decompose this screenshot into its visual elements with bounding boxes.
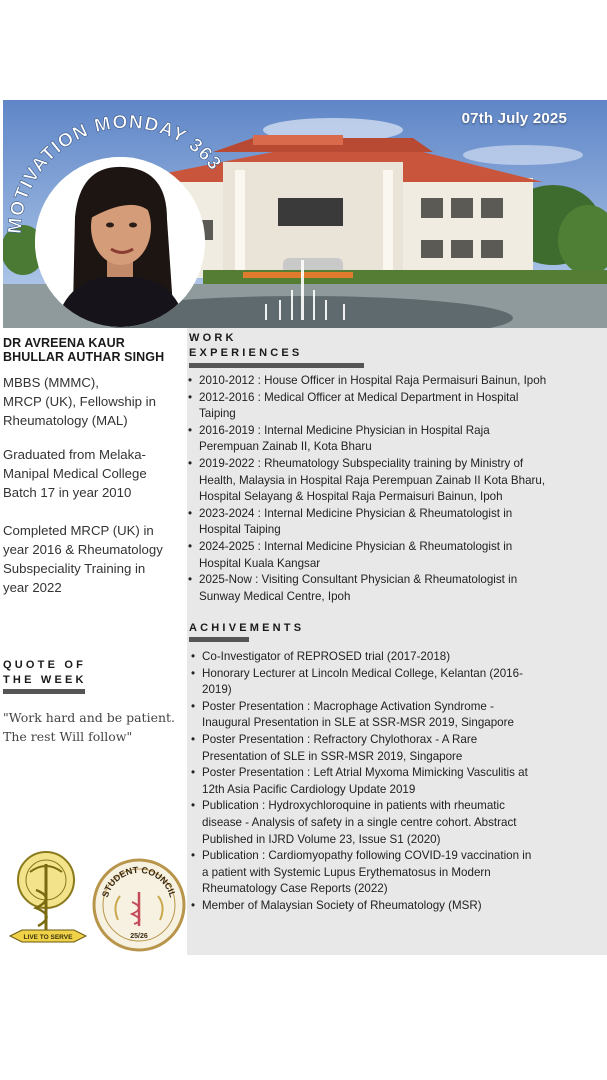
list-item: • 2025-Now : Visiting Consultant Physician & Rheumatologist in Sunway Medical Centre, Ipoh [187, 572, 546, 605]
list-item: • 2012-2016 : Medical Officer at Medical Department in Hospital Taiping [187, 390, 546, 423]
list-item: • Publication : Hydroxychloroquine in patients with rheumatic disease - Analysis of safety in a single centre cohort. Abstract Published in IJRD Volume 23, Issue S1 (2020) [190, 798, 531, 848]
list-item: • Honorary Lecturer at Lincoln Medical College, Kelantan (2016- 2019) [190, 666, 531, 699]
list-item: • Publication : Cardiomyopathy following COVID-19 vaccination in a patient with Systemic Lupus Erythematosus in Modern Rheumatology Case Reports (2022) [190, 848, 531, 898]
achievements-heading-rule [189, 637, 249, 642]
list-item: • 2024-2025 : Internal Medicine Physician & Rheumatologist in Hospital Kuala Kangsar [187, 539, 546, 572]
student-council-logo [92, 858, 186, 952]
svg-text:MOTIVATION MONDAY 363: MOTIVATION MONDAY 363 [4, 111, 226, 235]
completion-info: Completed MRCP (UK) in year 2016 & Rheumatology Subspeciality Training in year 2022 [3, 523, 163, 595]
qualifications: MBBS (MMMC), MRCP (UK), Fellowship in Rheumatology (MAL) [3, 375, 156, 428]
list-item: • 2016-2019 : Internal Medicine Physician in Hospital Raja Perempuan Zainab II, Kota Bharu [187, 423, 546, 456]
svg-text:LIVE TO SERVE: LIVE TO SERVE [23, 934, 73, 941]
work-experience-list [187, 373, 546, 605]
list-item: • 2019-2022 : Rheumatology Subspeciality training by Ministry of Health, Malaysia in Hospital Raja Perempuan Zainab II Kota Bharu, Hospital Selayang & Hospital Raja Permaisuri Bainun, Ipoh [187, 456, 546, 506]
list-item: • Poster Presentation : Refractory Chylothorax - A Rare Presentation of SLE in SSR-MSR 2019, Singapore [190, 732, 531, 765]
association-logo [8, 850, 88, 960]
header-banner [3, 100, 607, 328]
doctor-name: DR AVREENA KAUR BHULLAR AUTHAR SINGH [3, 336, 165, 364]
graduation-info: Graduated from Melaka- Manipal Medical College Batch 17 in year 2010 [3, 447, 147, 500]
list-item: • 2023-2024 : Internal Medicine Physician & Rheumatologist in Hospital Taiping [187, 506, 546, 539]
list-item: • Poster Presentation : Left Atrial Myxoma Mimicking Vasculitis at 12th Asia Pacific Cardiology Update 2019 [190, 765, 531, 798]
achievements-list [190, 649, 531, 915]
quote-of-the-week: "Work hard and be patient. The rest Will follow" [3, 710, 176, 744]
achievements-heading: ACHIVEMENTS [189, 622, 305, 634]
quote-heading-rule [3, 689, 85, 694]
svg-text:25/26: 25/26 [130, 933, 148, 940]
list-item: • Co-Investigator of REPROSED trial (2017-2018) [190, 649, 531, 666]
doctor-portrait [35, 157, 205, 327]
list-item: • Poster Presentation : Macrophage Activation Syndrome - Inaugural Presentation in SLE at SSR-MSR 2019, Singapore [190, 699, 531, 732]
quote-heading: QUOTE OF THE WEEK [3, 659, 87, 686]
svg-text:STUDENT COUNCIL: STUDENT COUNCIL [100, 864, 178, 899]
work-heading: WORK EXPERIENCES [189, 332, 303, 359]
work-heading-rule [189, 363, 364, 368]
list-item: • Member of Malaysian Society of Rheumatology (MSR) [190, 898, 531, 915]
post-date: 07th July 2025 [461, 110, 567, 127]
list-item: • 2010-2012 : House Officer in Hospital Raja Permaisuri Bainun, Ipoh [187, 373, 546, 390]
